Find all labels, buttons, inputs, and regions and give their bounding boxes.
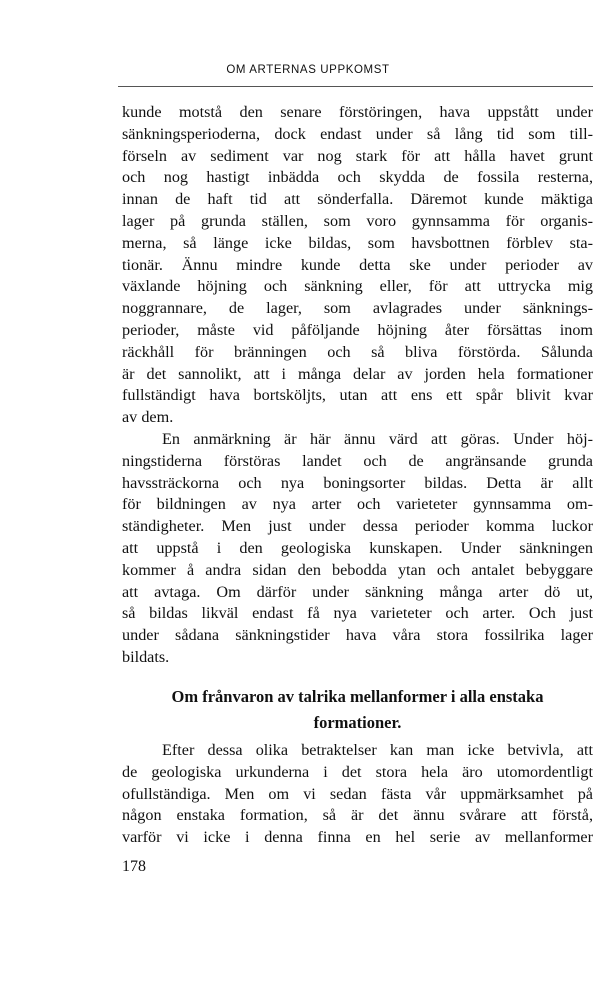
text-line: En anmärkning är här ännu värd att göras. Under höj- xyxy=(162,429,593,448)
text-line: perioder, måste vid påföljande höjning åter försättas inom xyxy=(122,320,593,339)
text-line: för bildningen av nya arter och varieteter gynnsamma om- xyxy=(122,495,593,514)
text-line: ofullständiga. Men om vi sedan fästa vår uppmärksamhet på xyxy=(122,784,593,803)
paragraph xyxy=(122,429,593,669)
text-line: Efter dessa olika betraktelser kan man icke betvivla, att xyxy=(162,741,593,759)
text-line: lager på grunda ställen, som voro gynnsamma för organis- xyxy=(122,211,593,230)
text-line: och nog hastigt inbädda och skydda de fossila resterna, xyxy=(122,168,593,187)
text-line: innan de haft tid att sönderfalla. Däremot kunde mäktiga xyxy=(122,190,593,209)
body-text xyxy=(122,102,593,669)
running-head: OM ARTERNAS UPPKOMST xyxy=(226,64,390,76)
text-line: noggrannare, de lager, som avlagrades under sänknings- xyxy=(122,299,593,318)
text-line: fullständigt hava bortsköljts, utan att ens ett spår blivit kvar xyxy=(122,386,593,405)
section-text xyxy=(122,740,593,849)
text-line: räckhåll för bränningen och så bliva förstörda. Sålunda xyxy=(122,342,593,361)
text-line: är det sannolikt, att i många delar av jorden hela formationer xyxy=(122,364,593,383)
header-rule xyxy=(118,86,593,87)
text-line: kommer å andra sidan den bebodda ytan och antalet bebyggare xyxy=(122,560,593,579)
text-line: varför vi icke i denna finna en hel serie av mellanformer xyxy=(122,828,593,847)
text-line: kunde motstå den senare förstöringen, hava uppstått under xyxy=(122,103,593,121)
text-line: att avtaga. Om därför under sänkning många arter dö ut, xyxy=(122,582,593,601)
text-line: förseln av sediment var nog stark för att hålla havet grunt xyxy=(122,146,593,165)
text-line: växlande höjning och sänkning eller, för att uttrycka mig xyxy=(122,277,593,296)
page-number: 178 xyxy=(122,858,146,875)
text-line: under sådana sänkningstider hava våra stora fossilrika lager xyxy=(122,626,593,645)
text-line: ningstiderna förstöras landet och de angränsande grunda xyxy=(122,451,593,470)
text-line: tionär. Ännu mindre kunde detta ske under perioder av xyxy=(122,255,593,274)
text-line: av dem. xyxy=(122,408,174,427)
heading-line: Om frånvaron av talrika mellanformer i alla enstaka xyxy=(171,687,544,706)
paragraph xyxy=(122,102,593,429)
text-line: sänkningsperioderna, dock endast under så lång tid som till- xyxy=(122,124,593,143)
text-line: ständigheter. Men just under dessa perioder komma luckor xyxy=(122,517,593,536)
text-line: att uppstå i den geologiska kunskapen. Under sänkningen xyxy=(122,538,593,557)
text-line: de geologiska urkunderna i det stora hela äro utomordentligt xyxy=(122,762,593,781)
text-line: så bildas likväl endast få nya varieteter och arter. Och just xyxy=(122,604,593,623)
text-line: bildats. xyxy=(122,647,170,666)
section-heading xyxy=(122,684,593,736)
text-line: havssträckorna och nya boningsorter bildas. Detta är allt xyxy=(122,473,593,492)
text-line: merna, så länge icke bildas, som havsbottnen förblev sta- xyxy=(122,233,593,252)
heading-line: formationer. xyxy=(313,713,402,732)
text-line: någon enstaka formation, så är det ännu svårare att förstå, xyxy=(122,806,593,825)
